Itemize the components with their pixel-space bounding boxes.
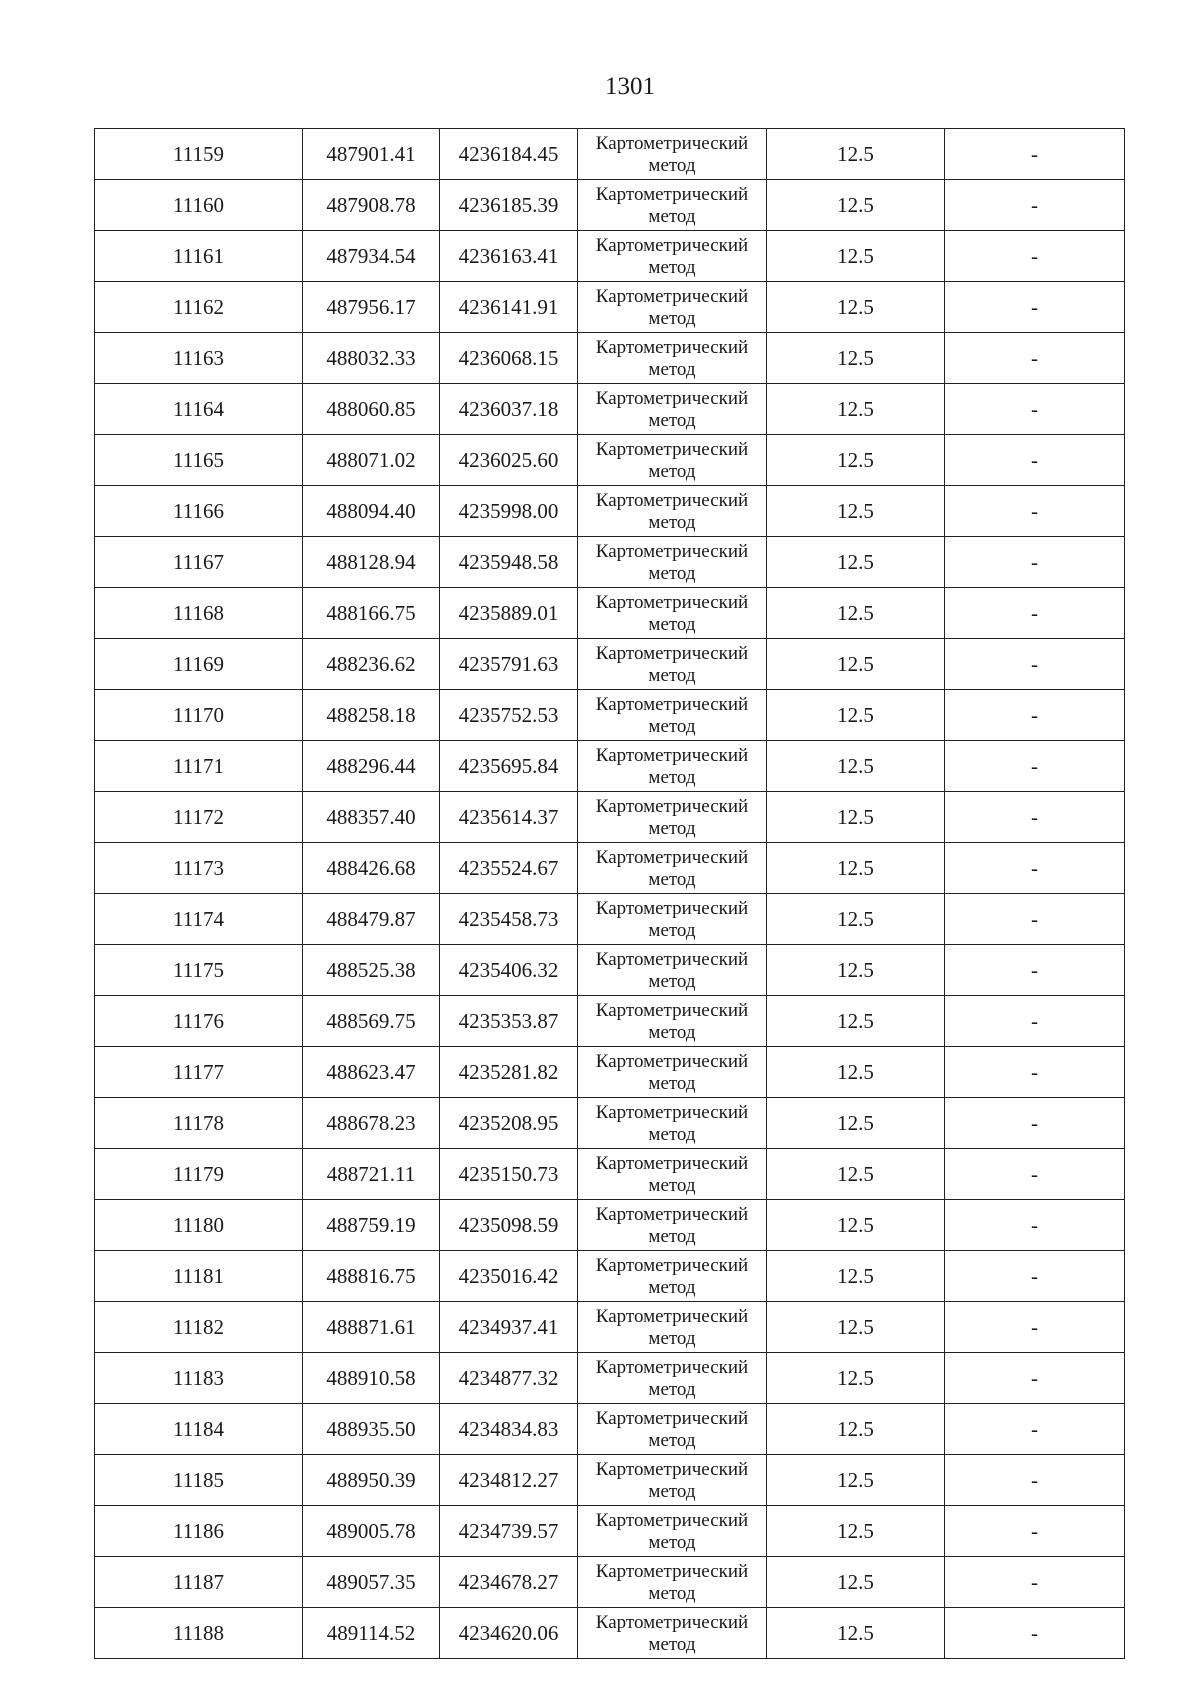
method-line-2: метод <box>648 256 696 278</box>
y-coordinate-cell: 4234877.32 <box>440 1353 578 1404</box>
x-coordinate-cell: 488525.38 <box>303 945 440 996</box>
method-line-2: метод <box>648 307 696 329</box>
method-cell <box>578 282 767 333</box>
method-line-2: метод <box>648 613 696 635</box>
note-cell: - <box>945 129 1125 180</box>
method-cell <box>578 945 767 996</box>
table-row <box>95 894 1125 945</box>
accuracy-cell: 12.5 <box>767 435 945 486</box>
y-coordinate-cell: 4236141.91 <box>440 282 578 333</box>
note-cell: - <box>945 894 1125 945</box>
method-line-1: Картометрический <box>595 1101 749 1123</box>
accuracy-cell: 12.5 <box>767 690 945 741</box>
method-line-2: метод <box>648 154 696 176</box>
note-cell: - <box>945 231 1125 282</box>
x-coordinate-cell: 488032.33 <box>303 333 440 384</box>
note-cell: - <box>945 1098 1125 1149</box>
table-row <box>95 639 1125 690</box>
method-line-1: Картометрический <box>595 1458 749 1480</box>
point-id-cell: 11176 <box>95 996 303 1047</box>
table-row <box>95 996 1125 1047</box>
note-cell: - <box>945 537 1125 588</box>
method-line-2: метод <box>648 1531 696 1553</box>
page-number: 1301 <box>605 73 655 100</box>
note-cell: - <box>945 1506 1125 1557</box>
table-row <box>95 537 1125 588</box>
y-coordinate-cell: 4235791.63 <box>440 639 578 690</box>
method-line-1: Картометрический <box>595 132 749 154</box>
accuracy-cell: 12.5 <box>767 945 945 996</box>
accuracy-cell: 12.5 <box>767 639 945 690</box>
x-coordinate-cell: 488357.40 <box>303 792 440 843</box>
point-id-cell: 11171 <box>95 741 303 792</box>
accuracy-cell: 12.5 <box>767 1404 945 1455</box>
note-cell: - <box>945 741 1125 792</box>
method-line-2: метод <box>648 970 696 992</box>
point-id-cell: 11161 <box>95 231 303 282</box>
x-coordinate-cell: 489057.35 <box>303 1557 440 1608</box>
y-coordinate-cell: 4235353.87 <box>440 996 578 1047</box>
x-coordinate-cell: 488623.47 <box>303 1047 440 1098</box>
x-coordinate-cell: 488296.44 <box>303 741 440 792</box>
method-line-1: Картометрический <box>595 540 749 562</box>
point-id-cell: 11165 <box>95 435 303 486</box>
accuracy-cell: 12.5 <box>767 1200 945 1251</box>
note-cell: - <box>945 384 1125 435</box>
method-line-1: Картометрический <box>595 234 749 256</box>
point-id-cell: 11181 <box>95 1251 303 1302</box>
point-id-cell: 11175 <box>95 945 303 996</box>
x-coordinate-cell: 488935.50 <box>303 1404 440 1455</box>
table-row <box>95 588 1125 639</box>
method-line-1: Картометрический <box>595 336 749 358</box>
y-coordinate-cell: 4235458.73 <box>440 894 578 945</box>
y-coordinate-cell: 4234739.57 <box>440 1506 578 1557</box>
method-cell <box>578 1557 767 1608</box>
note-cell: - <box>945 1353 1125 1404</box>
table-row <box>95 333 1125 384</box>
x-coordinate-cell: 488759.19 <box>303 1200 440 1251</box>
accuracy-cell: 12.5 <box>767 1506 945 1557</box>
method-line-1: Картометрический <box>595 744 749 766</box>
method-cell <box>578 1149 767 1200</box>
method-cell <box>578 333 767 384</box>
y-coordinate-cell: 4236185.39 <box>440 180 578 231</box>
x-coordinate-cell: 487901.41 <box>303 129 440 180</box>
method-cell <box>578 894 767 945</box>
y-coordinate-cell: 4235524.67 <box>440 843 578 894</box>
table-row <box>95 1353 1125 1404</box>
method-line-2: метод <box>648 817 696 839</box>
y-coordinate-cell: 4235208.95 <box>440 1098 578 1149</box>
method-line-2: метод <box>648 1072 696 1094</box>
method-line-2: метод <box>648 1429 696 1451</box>
method-cell <box>578 486 767 537</box>
table-row <box>95 1047 1125 1098</box>
x-coordinate-cell: 489114.52 <box>303 1608 440 1659</box>
method-line-1: Картометрический <box>595 591 749 613</box>
x-coordinate-cell: 488071.02 <box>303 435 440 486</box>
x-coordinate-cell: 488479.87 <box>303 894 440 945</box>
y-coordinate-cell: 4234678.27 <box>440 1557 578 1608</box>
table-row <box>95 1506 1125 1557</box>
note-cell: - <box>945 843 1125 894</box>
x-coordinate-cell: 488910.58 <box>303 1353 440 1404</box>
accuracy-cell: 12.5 <box>767 1557 945 1608</box>
x-coordinate-cell: 488721.11 <box>303 1149 440 1200</box>
method-line-1: Картометрический <box>595 1356 749 1378</box>
method-cell <box>578 639 767 690</box>
method-line-2: метод <box>648 205 696 227</box>
table-row <box>95 1149 1125 1200</box>
y-coordinate-cell: 4235948.58 <box>440 537 578 588</box>
x-coordinate-cell: 488128.94 <box>303 537 440 588</box>
table-row <box>95 486 1125 537</box>
method-cell <box>578 1302 767 1353</box>
method-cell <box>578 588 767 639</box>
method-line-2: метод <box>648 358 696 380</box>
x-coordinate-cell: 488950.39 <box>303 1455 440 1506</box>
method-line-1: Картометрический <box>595 1152 749 1174</box>
y-coordinate-cell: 4235098.59 <box>440 1200 578 1251</box>
x-coordinate-cell: 489005.78 <box>303 1506 440 1557</box>
method-line-2: метод <box>648 460 696 482</box>
method-line-1: Картометрический <box>595 489 749 511</box>
point-id-cell: 11166 <box>95 486 303 537</box>
y-coordinate-cell: 4235998.00 <box>440 486 578 537</box>
point-id-cell: 11168 <box>95 588 303 639</box>
accuracy-cell: 12.5 <box>767 741 945 792</box>
table-row <box>95 1200 1125 1251</box>
point-id-cell: 11163 <box>95 333 303 384</box>
table-row <box>95 1557 1125 1608</box>
point-id-cell: 11174 <box>95 894 303 945</box>
x-coordinate-cell: 488569.75 <box>303 996 440 1047</box>
point-id-cell: 11186 <box>95 1506 303 1557</box>
note-cell: - <box>945 1302 1125 1353</box>
note-cell: - <box>945 1608 1125 1659</box>
table-row <box>95 945 1125 996</box>
accuracy-cell: 12.5 <box>767 1608 945 1659</box>
y-coordinate-cell: 4235752.53 <box>440 690 578 741</box>
method-line-1: Картометрический <box>595 1560 749 1582</box>
table-row <box>95 231 1125 282</box>
point-id-cell: 11183 <box>95 1353 303 1404</box>
method-line-1: Картометрический <box>595 285 749 307</box>
y-coordinate-cell: 4234620.06 <box>440 1608 578 1659</box>
point-id-cell: 11184 <box>95 1404 303 1455</box>
y-coordinate-cell: 4236184.45 <box>440 129 578 180</box>
method-cell <box>578 1098 767 1149</box>
y-coordinate-cell: 4236163.41 <box>440 231 578 282</box>
method-line-2: метод <box>648 1123 696 1145</box>
method-line-1: Картометрический <box>595 387 749 409</box>
point-id-cell: 11169 <box>95 639 303 690</box>
accuracy-cell: 12.5 <box>767 384 945 435</box>
x-coordinate-cell: 487956.17 <box>303 282 440 333</box>
note-cell: - <box>945 1149 1125 1200</box>
method-line-1: Картометрический <box>595 1407 749 1429</box>
coordinates-table <box>94 128 1125 1659</box>
method-cell <box>578 129 767 180</box>
x-coordinate-cell: 488060.85 <box>303 384 440 435</box>
y-coordinate-cell: 4235281.82 <box>440 1047 578 1098</box>
table-row <box>95 282 1125 333</box>
note-cell: - <box>945 333 1125 384</box>
table-row <box>95 690 1125 741</box>
table-row <box>95 1608 1125 1659</box>
accuracy-cell: 12.5 <box>767 282 945 333</box>
accuracy-cell: 12.5 <box>767 792 945 843</box>
method-line-1: Картометрический <box>595 1254 749 1276</box>
y-coordinate-cell: 4236037.18 <box>440 384 578 435</box>
table-row <box>95 843 1125 894</box>
note-cell: - <box>945 1251 1125 1302</box>
note-cell: - <box>945 180 1125 231</box>
method-line-1: Картометрический <box>595 1611 749 1633</box>
point-id-cell: 11178 <box>95 1098 303 1149</box>
x-coordinate-cell: 488094.40 <box>303 486 440 537</box>
method-line-1: Картометрический <box>595 999 749 1021</box>
method-line-2: метод <box>648 1633 696 1655</box>
table-row <box>95 435 1125 486</box>
accuracy-cell: 12.5 <box>767 1149 945 1200</box>
y-coordinate-cell: 4234812.27 <box>440 1455 578 1506</box>
x-coordinate-cell: 488816.75 <box>303 1251 440 1302</box>
method-line-1: Картометрический <box>595 846 749 868</box>
method-line-1: Картометрический <box>595 1050 749 1072</box>
note-cell: - <box>945 1047 1125 1098</box>
x-coordinate-cell: 488678.23 <box>303 1098 440 1149</box>
accuracy-cell: 12.5 <box>767 1047 945 1098</box>
method-cell <box>578 843 767 894</box>
method-line-2: метод <box>648 1276 696 1298</box>
method-line-1: Картометрический <box>595 1305 749 1327</box>
point-id-cell: 11167 <box>95 537 303 588</box>
table-row <box>95 384 1125 435</box>
x-coordinate-cell: 488236.62 <box>303 639 440 690</box>
accuracy-cell: 12.5 <box>767 843 945 894</box>
method-line-1: Картометрический <box>595 183 749 205</box>
x-coordinate-cell: 487934.54 <box>303 231 440 282</box>
method-line-2: метод <box>648 664 696 686</box>
point-id-cell: 11173 <box>95 843 303 894</box>
method-line-1: Картометрический <box>595 897 749 919</box>
accuracy-cell: 12.5 <box>767 1251 945 1302</box>
table-row <box>95 180 1125 231</box>
method-cell <box>578 384 767 435</box>
point-id-cell: 11187 <box>95 1557 303 1608</box>
method-cell <box>578 792 767 843</box>
note-cell: - <box>945 1404 1125 1455</box>
method-line-1: Картометрический <box>595 1509 749 1531</box>
table-body <box>95 129 1125 1659</box>
y-coordinate-cell: 4235016.42 <box>440 1251 578 1302</box>
point-id-cell: 11162 <box>95 282 303 333</box>
note-cell: - <box>945 945 1125 996</box>
accuracy-cell: 12.5 <box>767 894 945 945</box>
method-cell <box>578 741 767 792</box>
method-line-1: Картометрический <box>595 642 749 664</box>
note-cell: - <box>945 486 1125 537</box>
method-line-2: метод <box>648 1174 696 1196</box>
point-id-cell: 11164 <box>95 384 303 435</box>
point-id-cell: 11172 <box>95 792 303 843</box>
x-coordinate-cell: 488166.75 <box>303 588 440 639</box>
note-cell: - <box>945 282 1125 333</box>
note-cell: - <box>945 1455 1125 1506</box>
accuracy-cell: 12.5 <box>767 486 945 537</box>
accuracy-cell: 12.5 <box>767 1455 945 1506</box>
y-coordinate-cell: 4235150.73 <box>440 1149 578 1200</box>
method-line-1: Картометрический <box>595 795 749 817</box>
method-line-2: метод <box>648 715 696 737</box>
accuracy-cell: 12.5 <box>767 996 945 1047</box>
method-cell <box>578 690 767 741</box>
accuracy-cell: 12.5 <box>767 1302 945 1353</box>
method-line-1: Картометрический <box>595 693 749 715</box>
method-line-2: метод <box>648 766 696 788</box>
method-cell <box>578 537 767 588</box>
y-coordinate-cell: 4236068.15 <box>440 333 578 384</box>
method-cell <box>578 1608 767 1659</box>
table-row <box>95 1455 1125 1506</box>
method-cell <box>578 1251 767 1302</box>
method-line-2: метод <box>648 919 696 941</box>
note-cell: - <box>945 639 1125 690</box>
method-cell <box>578 180 767 231</box>
method-line-2: метод <box>648 1225 696 1247</box>
note-cell: - <box>945 1557 1125 1608</box>
table-row <box>95 792 1125 843</box>
note-cell: - <box>945 1200 1125 1251</box>
method-line-2: метод <box>648 511 696 533</box>
table-row <box>95 1302 1125 1353</box>
y-coordinate-cell: 4235614.37 <box>440 792 578 843</box>
method-line-2: метод <box>648 868 696 890</box>
point-id-cell: 11185 <box>95 1455 303 1506</box>
point-id-cell: 11160 <box>95 180 303 231</box>
note-cell: - <box>945 996 1125 1047</box>
note-cell: - <box>945 792 1125 843</box>
method-line-2: метод <box>648 1378 696 1400</box>
accuracy-cell: 12.5 <box>767 1353 945 1404</box>
method-line-1: Картометрический <box>595 1203 749 1225</box>
y-coordinate-cell: 4234834.83 <box>440 1404 578 1455</box>
y-coordinate-cell: 4234937.41 <box>440 1302 578 1353</box>
method-cell <box>578 996 767 1047</box>
method-cell <box>578 1353 767 1404</box>
point-id-cell: 11180 <box>95 1200 303 1251</box>
method-cell <box>578 1047 767 1098</box>
point-id-cell: 11159 <box>95 129 303 180</box>
table-row <box>95 1404 1125 1455</box>
note-cell: - <box>945 588 1125 639</box>
method-cell <box>578 1404 767 1455</box>
x-coordinate-cell: 487908.78 <box>303 180 440 231</box>
method-line-1: Картометрический <box>595 438 749 460</box>
table-row <box>95 1098 1125 1149</box>
x-coordinate-cell: 488871.61 <box>303 1302 440 1353</box>
accuracy-cell: 12.5 <box>767 588 945 639</box>
accuracy-cell: 12.5 <box>767 1098 945 1149</box>
method-line-2: метод <box>648 1021 696 1043</box>
note-cell: - <box>945 690 1125 741</box>
method-line-2: метод <box>648 1327 696 1349</box>
method-cell <box>578 1455 767 1506</box>
x-coordinate-cell: 488426.68 <box>303 843 440 894</box>
method-line-2: метод <box>648 409 696 431</box>
point-id-cell: 11182 <box>95 1302 303 1353</box>
y-coordinate-cell: 4235406.32 <box>440 945 578 996</box>
accuracy-cell: 12.5 <box>767 129 945 180</box>
method-line-2: метод <box>648 562 696 584</box>
point-id-cell: 11188 <box>95 1608 303 1659</box>
method-cell <box>578 435 767 486</box>
table-row <box>95 1251 1125 1302</box>
accuracy-cell: 12.5 <box>767 231 945 282</box>
point-id-cell: 11177 <box>95 1047 303 1098</box>
x-coordinate-cell: 488258.18 <box>303 690 440 741</box>
method-cell <box>578 1506 767 1557</box>
method-cell <box>578 231 767 282</box>
accuracy-cell: 12.5 <box>767 180 945 231</box>
y-coordinate-cell: 4235695.84 <box>440 741 578 792</box>
table-row <box>95 741 1125 792</box>
method-line-2: метод <box>648 1582 696 1604</box>
note-cell: - <box>945 435 1125 486</box>
method-line-1: Картометрический <box>595 948 749 970</box>
point-id-cell: 11170 <box>95 690 303 741</box>
y-coordinate-cell: 4236025.60 <box>440 435 578 486</box>
method-line-2: метод <box>648 1480 696 1502</box>
table-row <box>95 129 1125 180</box>
accuracy-cell: 12.5 <box>767 333 945 384</box>
point-id-cell: 11179 <box>95 1149 303 1200</box>
accuracy-cell: 12.5 <box>767 537 945 588</box>
method-cell <box>578 1200 767 1251</box>
y-coordinate-cell: 4235889.01 <box>440 588 578 639</box>
